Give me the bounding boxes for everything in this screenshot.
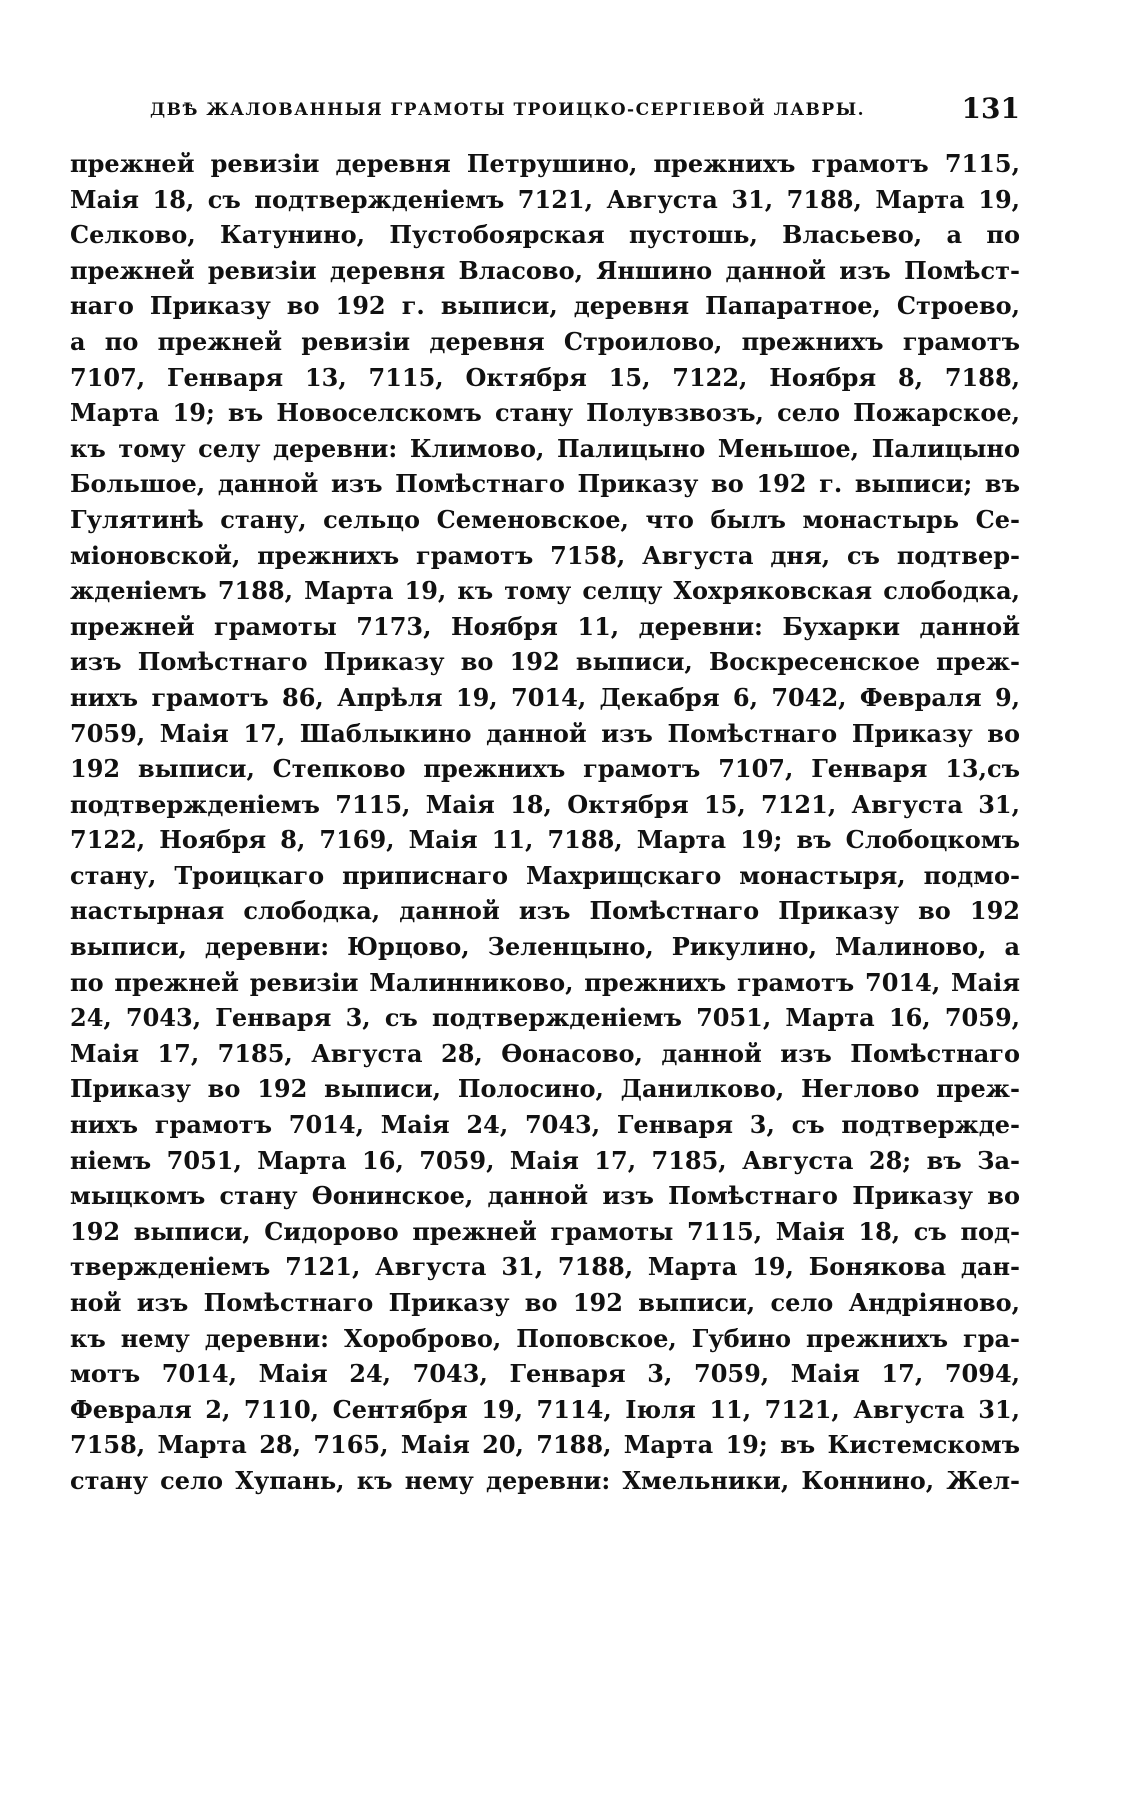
text-line: стану село Хупань, къ нему деревни: Хмельники, Коннино, Жел-: [70, 1465, 1020, 1495]
page-number: 131: [961, 92, 1020, 125]
text-line: 24, 7043, Генваря 3, съ подтвержденіемъ 7051, Марта 16, 7059,: [70, 1003, 1020, 1033]
running-head: [150, 92, 1020, 128]
text-line: міоновской, прежнихъ грамотъ 7158, Августа дня, съ подтвер-: [70, 540, 1020, 570]
text-line: по прежней ревизіи Малинниково, прежнихъ грамотъ 7014, Маія: [70, 967, 1020, 997]
text-line: прежней ревизіи деревня Петрушино, прежнихъ грамотъ 7115,: [70, 149, 1020, 178]
text-line: стану, Троицкаго приписнаго Махрищскаго монастыря, подмо-: [70, 860, 1020, 890]
text-line: 7122, Ноября 8, 7169, Маія 11, 7188, Марта 19; въ Слобоцкомъ: [70, 825, 1020, 855]
text-line: къ нему деревни: Хороброво, Поповское, Губино прежнихъ гра-: [70, 1323, 1020, 1353]
text-line: мотъ 7014, Маія 24, 7043, Генваря 3, 7059, Маія 17, 7094,: [70, 1359, 1020, 1389]
text-line: 7107, Генваря 13, 7115, Октября 15, 7122, Ноября 8, 7188,: [70, 362, 1020, 392]
text-line: жденіемъ 7188, Марта 19, къ тому селцу Хохряковская слободка,: [70, 576, 1020, 606]
text-line: Февраля 2, 7110, Сентября 19, 7114, Іюля 11, 7121, Августа 31,: [70, 1394, 1020, 1424]
text-line: 7059, Маія 17, Шаблыкино данной изъ Помѣстнаго Приказу во: [70, 718, 1020, 748]
text-line: 192 выписи, Сидорово прежней грамоты 7115, Маія 18, съ под-: [70, 1216, 1020, 1246]
text-line: Селково, Катунино, Пустобоярская пустошь, Власьево, а по: [70, 220, 1020, 250]
text-line: изъ Помѣстнаго Приказу во 192 выписи, Воскресенское преж-: [70, 647, 1020, 677]
text-line: Маія 17, 7185, Августа 28, Ѳонасово, данной изъ Помѣстнаго: [70, 1038, 1020, 1068]
text-line: Приказу во 192 выписи, Полосино, Данилково, Неглово преж-: [70, 1074, 1020, 1104]
text-line: мыцкомъ стану Ѳонинское, данной изъ Помѣстнаго Приказу во: [70, 1181, 1020, 1211]
text-line: ніемъ 7051, Марта 16, 7059, Маія 17, 7185, Августа 28; въ За-: [70, 1145, 1020, 1175]
running-title: ДВѢ ЖАЛОВАННЫЯ ГРАМОТЫ ТРОИЦКО-СЕРГІЕВОЙ ЛАВРЫ.: [150, 100, 866, 120]
body-text: [70, 146, 1020, 1499]
text-line: наго Приказу во 192 г. выписи, деревня Папаратное, Строево,: [70, 291, 1020, 321]
text-line: выписи, деревни: Юрцово, Зеленцыно, Рикулино, Малиново, а: [70, 932, 1020, 962]
text-line: прежней ревизіи деревня Власово, Яншино данной изъ Помѣст-: [70, 255, 1020, 285]
text-line: Большое, данной изъ Помѣстнаго Приказу во 192 г. выписи; въ: [70, 469, 1020, 499]
text-line: а по прежней ревизіи деревня Строилово, прежнихъ грамотъ: [70, 326, 1020, 356]
text-line: настырная слободка, данной изъ Помѣстнаго Приказу во 192: [70, 896, 1020, 926]
text-line: къ тому селу деревни: Климово, Палицыно Меньшое, Палицыно: [70, 433, 1020, 463]
text-line: подтвержденіемъ 7115, Маія 18, Октября 15, 7121, Августа 31,: [70, 789, 1020, 819]
text-line: 7158, Марта 28, 7165, Маія 20, 7188, Марта 19; въ Кистемскомъ: [70, 1430, 1020, 1460]
text-line: нихъ грамотъ 7014, Маія 24, 7043, Генваря 3, съ подтвержде-: [70, 1110, 1020, 1140]
text-line: нихъ грамотъ 86, Апрѣля 19, 7014, Декабря 6, 7042, Февраля 9,: [70, 682, 1020, 712]
text-line: Маія 18, съ подтвержденіемъ 7121, Августа 31, 7188, Марта 19,: [70, 184, 1020, 214]
text-line: Марта 19; въ Новоселскомъ стану Полувзвозъ, село Пожарское,: [70, 398, 1020, 428]
text-line: ной изъ Помѣстнаго Приказу во 192 выписи, село Андріяново,: [70, 1288, 1020, 1317]
text-line: прежней грамоты 7173, Ноября 11, деревни: Бухарки данной: [70, 611, 1020, 641]
text-line: твержденіемъ 7121, Августа 31, 7188, Марта 19, Бонякова дан-: [70, 1252, 1020, 1282]
text-line: Гулятинѣ стану, сельцо Семеновское, что былъ монастырь Се-: [70, 504, 1020, 534]
text-line: 192 выписи, Степково прежнихъ грамотъ 7107, Генваря 13,съ: [70, 754, 1020, 784]
